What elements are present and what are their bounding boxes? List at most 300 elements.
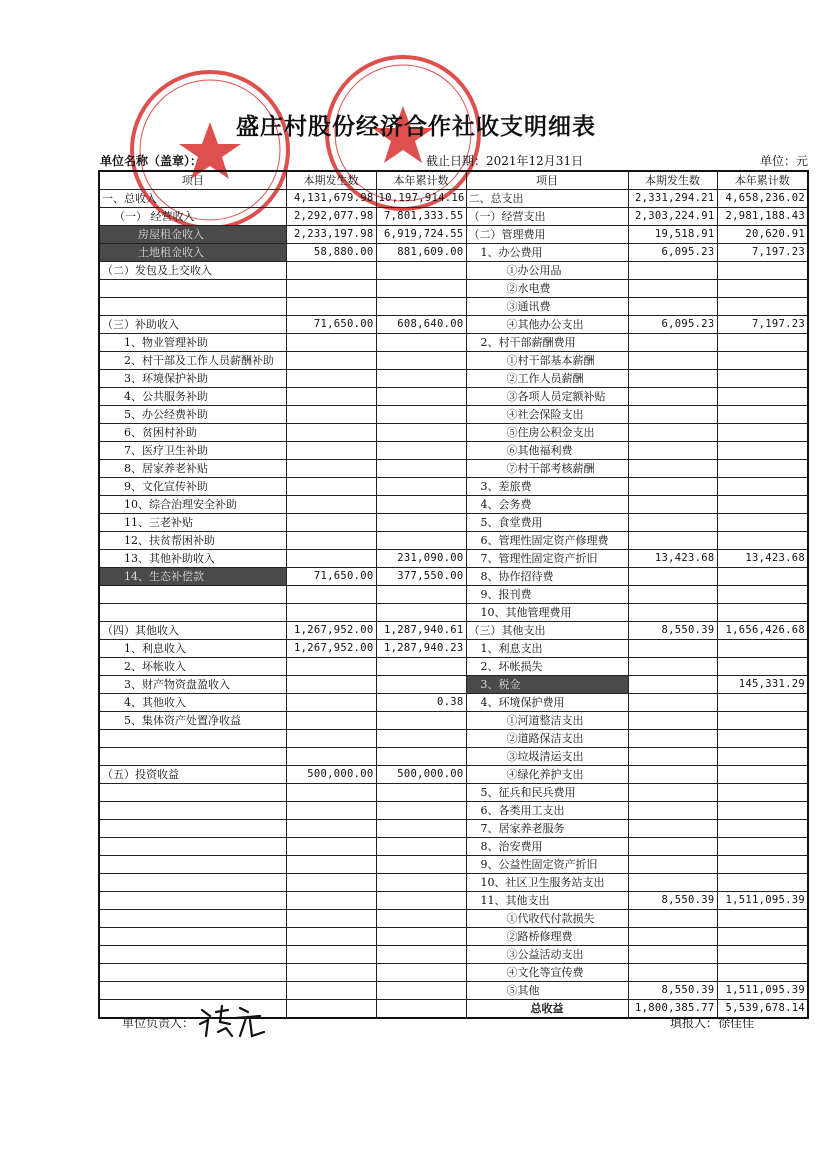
row-left-ytd [376, 730, 466, 748]
table-row [99, 226, 808, 244]
row-left-ytd [376, 784, 466, 802]
row-left-item [99, 820, 286, 838]
row-right-current [628, 964, 717, 982]
table-row [99, 352, 808, 370]
row-right-current [628, 568, 717, 586]
row-left-ytd [376, 964, 466, 982]
row-left-item [99, 856, 286, 874]
row-right-ytd [717, 442, 808, 460]
row-right-ytd [717, 424, 808, 442]
row-right-current [628, 352, 717, 370]
row-left-current: 71,650.00 [286, 568, 376, 586]
row-left-item [99, 748, 286, 766]
table-row [99, 460, 808, 478]
row-left-item [99, 298, 286, 316]
row-left-current [286, 406, 376, 424]
table-row [99, 424, 808, 442]
row-left-current [286, 550, 376, 568]
row-right-item: 8、协作招待费 [466, 568, 628, 586]
row-right-ytd: 1,656,426.68 [717, 622, 808, 640]
table-row [99, 514, 808, 532]
row-left-item [99, 964, 286, 982]
row-right-ytd [717, 784, 808, 802]
row-left-item: 11、三老补贴 [99, 514, 286, 532]
row-left-item: 一、总收入 [99, 190, 286, 208]
row-right-item: 5、征兵和民兵费用 [466, 784, 628, 802]
row-right-ytd [717, 730, 808, 748]
row-left-current [286, 658, 376, 676]
row-right-ytd [717, 820, 808, 838]
row-left-item: （四）其他收入 [99, 622, 286, 640]
row-right-ytd [717, 964, 808, 982]
row-right-item: ①村干部基本薪酬 [466, 352, 628, 370]
table-row [99, 874, 808, 892]
table-row [99, 604, 808, 622]
row-left-current [286, 586, 376, 604]
row-left-current [286, 784, 376, 802]
row-right-current [628, 370, 717, 388]
row-left-ytd [376, 334, 466, 352]
row-right-current [628, 604, 717, 622]
row-left-current: 4,131,679.98 [286, 190, 376, 208]
row-left-current: 500,000.00 [286, 766, 376, 784]
row-right-item: ③垃圾清运支出 [466, 748, 628, 766]
row-left-ytd [376, 802, 466, 820]
row-left-item: 13、其他补助收入 [99, 550, 286, 568]
row-right-ytd: 20,620.91 [717, 226, 808, 244]
row-right-ytd [717, 298, 808, 316]
row-right-item: 3、差旅费 [466, 478, 628, 496]
row-left-item: （一） 经营收入 [99, 208, 286, 226]
row-right-ytd: 1,511,095.39 [717, 892, 808, 910]
row-right-current: 8,550.39 [628, 622, 717, 640]
row-left-current: 1,267,952.00 [286, 640, 376, 658]
row-left-current [286, 964, 376, 982]
table-row [99, 892, 808, 910]
row-left-ytd [376, 946, 466, 964]
row-left-ytd [376, 370, 466, 388]
row-left-item: 4、其他收入 [99, 694, 286, 712]
row-right-item: ②水电费 [466, 280, 628, 298]
row-right-current [628, 298, 717, 316]
row-left-ytd [376, 298, 466, 316]
total-current: 1,800,385.77 [628, 1000, 717, 1019]
row-left-item: 14、生态补偿款 [99, 568, 286, 586]
row-right-current [628, 424, 717, 442]
row-left-item: 3、环境保护补助 [99, 370, 286, 388]
row-right-item: 1、办公费用 [466, 244, 628, 262]
row-right-item: 10、其他管理费用 [466, 604, 628, 622]
table-row [99, 244, 808, 262]
row-right-item: ①代收代付款损失 [466, 910, 628, 928]
row-right-ytd [717, 586, 808, 604]
row-left-ytd [376, 874, 466, 892]
row-right-ytd: 7,197.23 [717, 244, 808, 262]
row-right-ytd [717, 604, 808, 622]
row-left-current [286, 946, 376, 964]
table-row [99, 622, 808, 640]
row-left-current [286, 370, 376, 388]
row-right-ytd [717, 496, 808, 514]
row-left-current [286, 928, 376, 946]
table-row [99, 802, 808, 820]
row-right-ytd [717, 838, 808, 856]
table-row [99, 982, 808, 1000]
row-right-ytd [717, 532, 808, 550]
row-left-ytd [376, 478, 466, 496]
row-left-item [99, 802, 286, 820]
table-row [99, 262, 808, 280]
row-left-current [286, 514, 376, 532]
row-left-current: 2,292,077.98 [286, 208, 376, 226]
page-title: 盛庄村股份经济合作社收支明细表 [236, 113, 596, 140]
row-left-ytd [376, 460, 466, 478]
row-left-ytd [376, 658, 466, 676]
table-row [99, 190, 808, 208]
row-right-ytd [717, 352, 808, 370]
table-row [99, 766, 808, 784]
table-row [99, 712, 808, 730]
row-right-current [628, 928, 717, 946]
row-left-current [286, 676, 376, 694]
row-right-current [628, 262, 717, 280]
row-left-current [286, 478, 376, 496]
row-right-ytd [717, 928, 808, 946]
row-left-current: 58,880.00 [286, 244, 376, 262]
row-left-current: 2,233,197.98 [286, 226, 376, 244]
row-left-current [286, 820, 376, 838]
row-left-item: （三）补助收入 [99, 316, 286, 334]
row-right-current [628, 514, 717, 532]
header-current-right: 本期发生数 [628, 171, 717, 190]
row-left-current [286, 532, 376, 550]
row-left-current [286, 460, 376, 478]
row-right-item: 2、坏帐损失 [466, 658, 628, 676]
row-right-item: 5、食堂费用 [466, 514, 628, 532]
row-right-ytd [717, 874, 808, 892]
row-left-item [99, 982, 286, 1000]
row-left-item: （二）发包及上交收入 [99, 262, 286, 280]
row-left-ytd: 377,550.00 [376, 568, 466, 586]
table-row [99, 586, 808, 604]
row-right-item: ⑤其他 [466, 982, 628, 1000]
row-right-current: 2,303,224.91 [628, 208, 717, 226]
unit-leader-label: 单位负责人： [122, 1016, 195, 1030]
row-left-item: 10、综合治理安全补助 [99, 496, 286, 514]
table-row [99, 568, 808, 586]
row-right-item: ①办公用品 [466, 262, 628, 280]
row-right-item: （二）管理费用 [466, 226, 628, 244]
row-right-current [628, 946, 717, 964]
row-right-current [628, 586, 717, 604]
row-left-current [286, 748, 376, 766]
row-right-ytd [717, 856, 808, 874]
row-right-ytd: 13,423.68 [717, 550, 808, 568]
row-right-item: ⑤住房公积金支出 [466, 424, 628, 442]
total-left-blank [376, 1000, 466, 1019]
row-right-ytd: 2,981,188.43 [717, 208, 808, 226]
row-left-current [286, 874, 376, 892]
row-right-current [628, 388, 717, 406]
cutoff-date: 截止日期：2021年12月31日 [426, 154, 584, 168]
row-right-item: 8、治安费用 [466, 838, 628, 856]
row-left-current [286, 694, 376, 712]
row-left-item: 1、利息收入 [99, 640, 286, 658]
header-item-left: 项目 [99, 171, 286, 190]
row-left-item [99, 946, 286, 964]
row-right-current [628, 640, 717, 658]
row-left-item [99, 280, 286, 298]
unit-name-label: 单位名称（盖章）： [100, 154, 203, 168]
table-header-row [99, 171, 808, 190]
row-left-item: 房屋租金收入 [99, 226, 286, 244]
row-right-item: 11、其他支出 [466, 892, 628, 910]
row-left-ytd [376, 820, 466, 838]
row-left-item [99, 784, 286, 802]
row-left-ytd [376, 712, 466, 730]
row-right-current [628, 820, 717, 838]
table-row [99, 334, 808, 352]
row-right-item: （三）其他支出 [466, 622, 628, 640]
table-row [99, 550, 808, 568]
row-right-ytd [717, 460, 808, 478]
row-left-ytd: 10,197,914.16 [376, 190, 466, 208]
row-left-ytd: 7,801,333.55 [376, 208, 466, 226]
table-row [99, 856, 808, 874]
row-right-item: 4、会务费 [466, 496, 628, 514]
row-right-item: 10、社区卫生服务站支出 [466, 874, 628, 892]
row-left-current: 71,650.00 [286, 316, 376, 334]
row-right-ytd [717, 712, 808, 730]
row-right-item: ②工作人员薪酬 [466, 370, 628, 388]
row-right-ytd [717, 334, 808, 352]
row-right-current [628, 460, 717, 478]
row-right-item: ④其他办公支出 [466, 316, 628, 334]
preparer-label: 填报人：徐佳佳 [670, 1016, 755, 1030]
row-left-ytd: 881,609.00 [376, 244, 466, 262]
row-right-current [628, 838, 717, 856]
row-left-item [99, 910, 286, 928]
row-right-item: 9、公益性固定资产折旧 [466, 856, 628, 874]
row-left-current [286, 892, 376, 910]
row-right-ytd: 145,331.29 [717, 676, 808, 694]
row-left-ytd: 608,640.00 [376, 316, 466, 334]
row-left-current [286, 352, 376, 370]
row-right-item: （一）经营支出 [466, 208, 628, 226]
row-right-ytd [717, 406, 808, 424]
row-right-ytd [717, 514, 808, 532]
row-left-item: 8、居家养老补贴 [99, 460, 286, 478]
row-right-current [628, 874, 717, 892]
row-right-current: 8,550.39 [628, 982, 717, 1000]
row-right-item: 6、各类用工支出 [466, 802, 628, 820]
row-right-item: 3、税金 [466, 676, 628, 694]
row-left-ytd: 6,919,724.55 [376, 226, 466, 244]
row-right-current [628, 442, 717, 460]
row-left-ytd [376, 928, 466, 946]
row-left-ytd: 231,090.00 [376, 550, 466, 568]
row-left-current [286, 910, 376, 928]
row-right-ytd [717, 946, 808, 964]
row-left-ytd [376, 892, 466, 910]
row-left-item: 12、扶贫帮困补助 [99, 532, 286, 550]
row-right-ytd [717, 766, 808, 784]
header-ytd-right: 本年累计数 [717, 171, 808, 190]
row-left-current [286, 802, 376, 820]
row-left-ytd [376, 280, 466, 298]
row-left-ytd [376, 838, 466, 856]
row-right-item: ②道路保洁支出 [466, 730, 628, 748]
row-left-current [286, 334, 376, 352]
row-right-current [628, 748, 717, 766]
row-right-item: ④文化等宣传费 [466, 964, 628, 982]
row-right-current [628, 802, 717, 820]
table-row [99, 388, 808, 406]
row-left-item [99, 928, 286, 946]
row-left-current [286, 496, 376, 514]
row-left-item: 5、办公经费补助 [99, 406, 286, 424]
total-label: 总收益 [466, 1000, 628, 1019]
row-right-current [628, 766, 717, 784]
row-right-current [628, 478, 717, 496]
row-left-ytd: 0.38 [376, 694, 466, 712]
row-right-ytd: 4,658,236.02 [717, 190, 808, 208]
row-right-item: ③公益活动支出 [466, 946, 628, 964]
row-left-item [99, 892, 286, 910]
row-right-current [628, 730, 717, 748]
row-left-ytd [376, 910, 466, 928]
row-left-current [286, 730, 376, 748]
row-right-item: 1、利息支出 [466, 640, 628, 658]
row-right-current [628, 910, 717, 928]
total-ytd: 5,539,678.14 [717, 1000, 808, 1019]
row-left-ytd [376, 406, 466, 424]
table-row [99, 676, 808, 694]
row-left-current [286, 442, 376, 460]
row-right-ytd [717, 658, 808, 676]
row-right-ytd [717, 910, 808, 928]
table-row [99, 496, 808, 514]
row-left-current [286, 298, 376, 316]
table-row [99, 208, 808, 226]
row-right-current [628, 496, 717, 514]
income-expense-table [98, 170, 809, 1019]
row-right-current [628, 784, 717, 802]
row-right-item: ⑥其他福利费 [466, 442, 628, 460]
table-row [99, 532, 808, 550]
table-row [99, 946, 808, 964]
row-right-current [628, 856, 717, 874]
row-left-ytd [376, 604, 466, 622]
row-left-item: 7、医疗卫生补助 [99, 442, 286, 460]
row-left-item: 9、文化宣传补助 [99, 478, 286, 496]
row-right-current [628, 676, 717, 694]
row-right-item: ④绿化养护支出 [466, 766, 628, 784]
row-right-current [628, 532, 717, 550]
row-right-current: 8,550.39 [628, 892, 717, 910]
row-left-ytd [376, 532, 466, 550]
table-row [99, 928, 808, 946]
table-row [99, 316, 808, 334]
row-left-item: 6、贫困村补助 [99, 424, 286, 442]
row-right-ytd [717, 388, 808, 406]
row-right-current [628, 406, 717, 424]
row-right-item: 9、报刊费 [466, 586, 628, 604]
row-left-ytd [376, 676, 466, 694]
row-right-item: ⑦村干部考核薪酬 [466, 460, 628, 478]
row-left-ytd [376, 388, 466, 406]
table-row [99, 640, 808, 658]
currency-unit: 单位：元 [759, 154, 808, 168]
row-left-item [99, 730, 286, 748]
table-row [99, 406, 808, 424]
row-left-ytd: 500,000.00 [376, 766, 466, 784]
row-left-current: 1,267,952.00 [286, 622, 376, 640]
row-left-ytd [376, 748, 466, 766]
row-left-item: 2、坏帐收入 [99, 658, 286, 676]
row-right-item: ③通讯费 [466, 298, 628, 316]
row-left-ytd [376, 856, 466, 874]
row-left-current [286, 280, 376, 298]
row-right-item: ①河道整洁支出 [466, 712, 628, 730]
row-right-ytd [717, 748, 808, 766]
row-right-ytd [717, 262, 808, 280]
table-row [99, 478, 808, 496]
row-right-ytd [717, 370, 808, 388]
row-right-item: 二、总支出 [466, 190, 628, 208]
row-left-ytd [376, 262, 466, 280]
table-row [99, 910, 808, 928]
row-right-ytd [717, 694, 808, 712]
row-left-ytd [376, 982, 466, 1000]
header-item-right: 项目 [466, 171, 628, 190]
row-left-item [99, 586, 286, 604]
row-left-current [286, 262, 376, 280]
table-row [99, 964, 808, 982]
row-left-item: 4、公共服务补助 [99, 388, 286, 406]
row-left-item [99, 874, 286, 892]
row-right-item: 7、管理性固定资产折旧 [466, 550, 628, 568]
row-left-ytd: 1,287,940.23 [376, 640, 466, 658]
table-row [99, 658, 808, 676]
row-left-current [286, 604, 376, 622]
row-right-current [628, 658, 717, 676]
row-left-current [286, 856, 376, 874]
row-right-current: 6,095.23 [628, 244, 717, 262]
row-left-item [99, 838, 286, 856]
table-row [99, 838, 808, 856]
row-left-ytd [376, 586, 466, 604]
row-left-item: 1、物业管理补助 [99, 334, 286, 352]
row-right-item: ②路桥修理费 [466, 928, 628, 946]
row-left-item: 土地租金收入 [99, 244, 286, 262]
row-left-item: 3、财产物资盘盈收入 [99, 676, 286, 694]
row-right-item: ③各项人员定额补贴 [466, 388, 628, 406]
row-right-current: 2,331,294.21 [628, 190, 717, 208]
table-row [99, 280, 808, 298]
row-left-current [286, 838, 376, 856]
row-right-item: 7、居家养老服务 [466, 820, 628, 838]
row-right-ytd [717, 568, 808, 586]
table-row [99, 442, 808, 460]
table-row [99, 820, 808, 838]
row-left-current [286, 388, 376, 406]
table-row [99, 298, 808, 316]
row-right-item: ④社会保险支出 [466, 406, 628, 424]
row-right-ytd: 1,511,095.39 [717, 982, 808, 1000]
row-left-current [286, 712, 376, 730]
header-ytd-left: 本年累计数 [376, 171, 466, 190]
